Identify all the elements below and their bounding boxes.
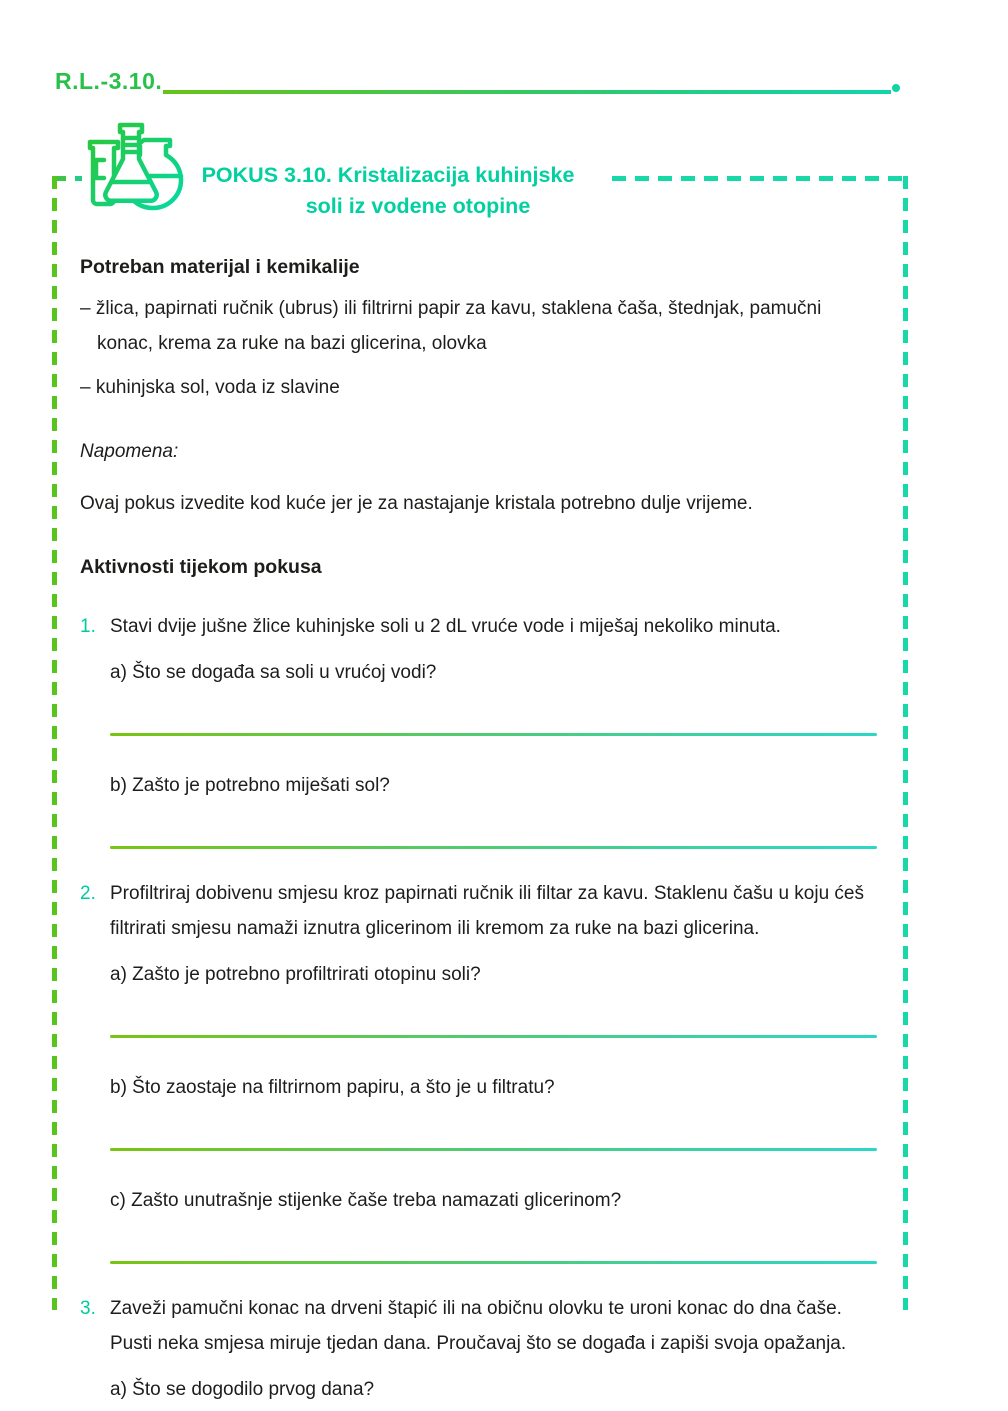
- question: a) Što se dogodilo prvog dana?: [110, 1379, 375, 1400]
- answer-line: [110, 846, 877, 849]
- question: b) Zašto je potrebno miješati sol?: [110, 775, 390, 796]
- step-text: Zaveži pamučni konac na drveni štapić ili na običnu olovku te uroni konac do dna čaše. Pusti neka smjesa miruje tjedan dana. Proučavaj što se događa i zapiši svoja opažanja.: [110, 1298, 847, 1354]
- activities-heading: Aktivnosti tijekom pokusa: [80, 556, 322, 578]
- frame-left-border: [52, 176, 57, 1310]
- ring-marker-icon: [892, 84, 900, 92]
- answer-line: [110, 1035, 877, 1038]
- material-item: – kuhinjska sol, voda iz slavine: [80, 377, 340, 398]
- title-line-2: soli iz vodene otopine: [305, 194, 531, 218]
- step-number: 1.: [80, 616, 96, 637]
- materials-heading: Potreban materijal i kemikalije: [80, 256, 360, 278]
- step-2: [80, 876, 877, 1264]
- question: c) Zašto unutrašnje stijenke čaše treba namazati glicerinom?: [110, 1190, 622, 1211]
- header-code: R.L.-3.10.: [55, 68, 163, 94]
- frame-right-border: [903, 176, 908, 1310]
- step-text: Profiltriraj dobivenu smjesu kroz papirnati ručnik ili filtar za kavu. Staklenu čašu u koju ćeš filtrirati smjesu namaži iznutra glicerinom ili kremom za ruke na bazi glicerina.: [110, 883, 864, 939]
- question: b) Što zaostaje na filtrirnom papiru, a što je u filtratu?: [110, 1077, 555, 1098]
- worksheet-content: [80, 252, 877, 1411]
- note-label: Napomena:: [80, 441, 179, 462]
- header-rule: [163, 90, 891, 94]
- question: a) Zašto je potrebno profiltrirati otopinu soli?: [110, 964, 481, 985]
- answer-line: [110, 1148, 877, 1151]
- title-line-1: POKUS 3.10. Kristalizacija kuhinjske: [201, 163, 575, 187]
- answer-line: [110, 733, 877, 736]
- flask-icon: [82, 120, 188, 222]
- question: a) Što se događa sa soli u vrućoj vodi?: [110, 662, 437, 683]
- experiment-title: [188, 160, 588, 222]
- frame-top-right-dashes: [612, 176, 908, 181]
- step-text: Stavi dvije jušne žlice kuhinjske soli u 2 dL vruće vode i miješaj nekoliko minuta.: [110, 616, 781, 637]
- answer-line: [110, 1261, 877, 1264]
- step-1: [80, 609, 877, 849]
- step-number: 2.: [80, 883, 96, 904]
- note-text: Ovaj pokus izvedite kod kuće jer je za nastajanje kristala potrebno dulje vrijeme.: [80, 493, 753, 514]
- step-number: 3.: [80, 1298, 96, 1319]
- step-3: [80, 1291, 877, 1411]
- material-item: – žlica, papirnati ručnik (ubrus) ili filtrirni papir za kavu, staklena čaša, štednjak, pamučni konac, krema za ruke na bazi glicerina, olovka: [80, 298, 822, 354]
